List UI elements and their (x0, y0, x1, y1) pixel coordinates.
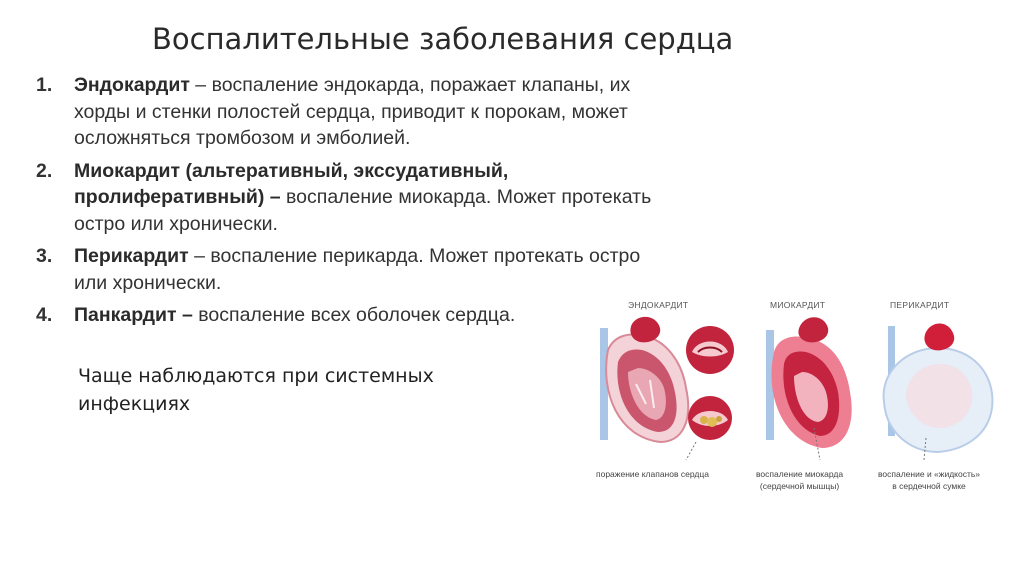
term-endocarditis: Эндокардит (74, 74, 190, 96)
list-item (36, 243, 676, 296)
myocarditis-heart-icon (766, 317, 852, 448)
definition-endocarditis: – воспаление эндокарда, поражает клапаны, их хорды и стенки полостей сердца, приводит к порокам, может осложняться тромбозом и эмболией. (74, 74, 631, 149)
list-item (36, 72, 676, 152)
caption-pericarditis: воспаление и «жидкость» в сердечной сумке (878, 469, 981, 491)
pericarditis-heart-icon (884, 323, 993, 452)
definition-pancarditis: воспаление всех оболочек сердца. (192, 304, 516, 326)
note-text: Чаще наблюдаются при системных инфекциях (78, 365, 434, 415)
figure-label-myocarditis: МИОКАРДИТ (770, 300, 826, 310)
disease-list (36, 72, 676, 335)
definition-pericarditis: – воспаление перикарда. Может протекать остро или хронически. (74, 245, 641, 294)
list-number: 1. (36, 74, 53, 96)
list-number: 2. (36, 159, 53, 182)
caption-myocarditis: воспаление миокарда (сердечной мышцы) (756, 469, 844, 491)
term-myocarditis: Миокардит (альтеративный, экссудативный, пролиферативный) – (74, 159, 509, 208)
list-number: 3. (36, 245, 53, 267)
list-item (36, 302, 676, 329)
slide-title: Воспалительные заболевания сердца (152, 22, 734, 56)
endocarditis-heart-icon (600, 317, 688, 442)
definition-myocarditis: воспаление миокарда. Может протекать остро или хронически. (74, 186, 652, 235)
heart-illustration (588, 292, 1008, 502)
figure-label-endocarditis: ЭНДОКАРДИТ (628, 300, 689, 310)
term-pericarditis: Перикардит (74, 245, 189, 267)
caption-endocarditis: поражение клапанов сердца (596, 469, 709, 479)
valve-closeup-icon (686, 326, 734, 374)
list-number: 4. (36, 304, 53, 326)
list-item (36, 158, 676, 238)
valve-vegetation-icon (688, 396, 732, 440)
term-pancarditis: Панкардит – (74, 304, 193, 326)
figure-label-pericarditis: ПЕРИКАРДИТ (890, 300, 950, 310)
